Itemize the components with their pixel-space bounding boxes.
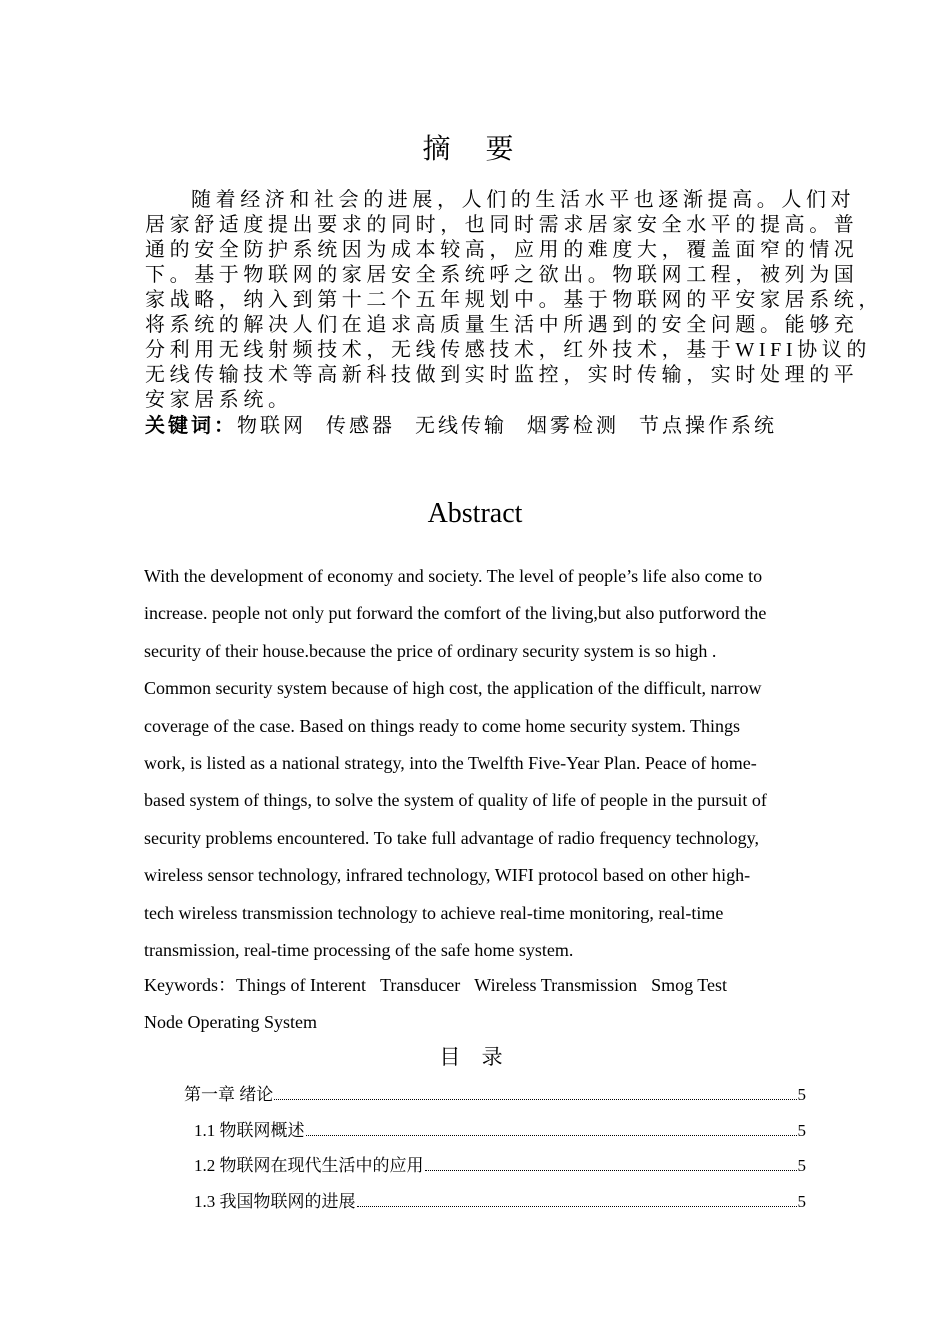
toc-leader-dots [306, 1135, 797, 1136]
abstract-line: 通的安全防护系统因为成本较高，应用的难度大，覆盖面窄的情况 [145, 239, 859, 261]
chinese-keywords [145, 414, 797, 439]
keyword: 烟雾检测 [527, 415, 619, 437]
keyword: 节点操作系统 [639, 415, 777, 437]
keyword: Wireless Transmission [474, 975, 638, 995]
keyword: 传感器 [326, 415, 395, 437]
keyword: Smog Test [651, 975, 728, 995]
toc-entry[interactable] [184, 1152, 806, 1188]
abstract-line: transmission, real-time processing of the safe home system. [144, 939, 574, 960]
keyword: Things of Interent [236, 975, 366, 995]
toc-entry-page: 5 [797, 1085, 806, 1104]
keyword: 物联网 [237, 415, 306, 437]
abstract-line: coverage of the case. Based on things ready to come home security system. Things [144, 715, 741, 736]
abstract-line: security of their house.because the price of ordinary security system is so high . [144, 640, 717, 661]
toc-leader-dots [425, 1170, 797, 1171]
chinese-abstract-body [145, 188, 883, 413]
english-abstract-title: Abstract [427, 498, 523, 529]
abstract-line: increase. people not only put forward the comfort of the living,but also putforword the [144, 603, 767, 624]
abstract-line: wireless sensor technology, infrared technology, WIFI protocol based on other high- [144, 865, 751, 886]
abstract-line: 随着经济和社会的进展，人们的生活水平也逐渐提高。人们对 [191, 189, 856, 211]
toc-leader-dots [357, 1206, 797, 1207]
toc-entry-label: 1.3 我国物联网的进展 [194, 1191, 356, 1211]
abstract-line: work, is listed as a national strategy, into the Twelfth Five-Year Plan. Peace of home- [144, 752, 757, 773]
abstract-line: 将系统的解决人们在追求高质量生活中所遇到的安全问题。能够充 [145, 314, 859, 336]
abstract-line: 下。基于物联网的家居安全系统呼之欲出。物联网工程，被列为国 [145, 264, 859, 286]
abstract-line: With the development of economy and society. The level of people’s life also come to [144, 566, 763, 586]
keywords-label: 关键词： [145, 415, 237, 437]
toc-title: 目 录 [439, 1045, 511, 1069]
keyword: Transducer [379, 975, 461, 995]
toc-entry-label: 1.1 物联网概述 [194, 1120, 305, 1140]
abstract-line: 居家舒适度提出要求的同时，也同时需求居家安全水平的提高。普 [145, 214, 859, 236]
toc-entry-page: 5 [797, 1120, 806, 1140]
toc-entry[interactable] [184, 1117, 806, 1153]
english-keywords [144, 967, 741, 1042]
abstract-line: Common security system because of high cost, the application of the difficult, narrow [144, 678, 762, 699]
abstract-line: 安家居系统。 [145, 389, 293, 411]
abstract-line: 家战略，纳入到第十二个五年规划中。基于物联网的平安家居系统， [145, 289, 883, 311]
toc-entry-label: 第一章 绪论 [184, 1085, 274, 1104]
abstract-line: tech wireless transmission technology to achieve real-time monitoring, real-time [144, 902, 724, 923]
keywords-label: Keywords： [144, 975, 236, 995]
toc-leader-dots [274, 1099, 796, 1100]
abstract-line: based system of things, to solve the system of quality of life of people in the pursuit of [144, 790, 767, 811]
keyword: Node Operating System [144, 1012, 317, 1033]
toc-entry-page: 5 [797, 1191, 806, 1211]
toc-entry[interactable] [184, 1188, 806, 1224]
keyword: 无线传输 [415, 415, 507, 437]
toc-entry[interactable] [184, 1081, 806, 1117]
toc-entry-label: 1.2 物联网在现代生活中的应用 [194, 1156, 424, 1175]
toc-entry-page: 5 [797, 1156, 806, 1175]
english-abstract-body [144, 558, 824, 969]
table-of-contents [184, 1081, 806, 1223]
chinese-abstract-title: 摘 要 [422, 134, 528, 165]
abstract-line: 无线传输技术等高新科技做到实时监控，实时传输，实时处理的平 [145, 364, 859, 386]
abstract-line: security problems encountered. To take full advantage of radio frequency technology, [144, 827, 760, 848]
abstract-line: 分利用无线射频技术，无线传感技术，红外技术，基于WIFI协议的 [145, 339, 871, 361]
